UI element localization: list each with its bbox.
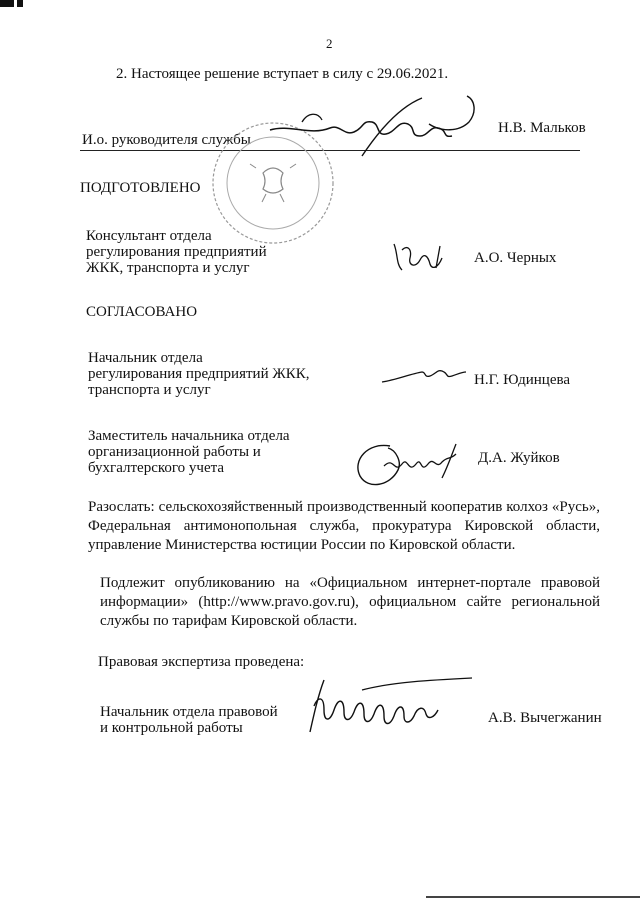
scan-corner-mark <box>0 0 14 7</box>
legal-position-line: и контрольной работы <box>100 720 243 736</box>
signer1-name: Н.Г. Юдинцева <box>474 372 571 388</box>
distribution-paragraph: Разослать: сельскохозяйственный производственный кооператив колхоз «Русь», Федеральная антимонопольная служба, прокуратура Кировской области, управление Министерства юстиции России по Кировской области. <box>88 499 600 553</box>
page-number: 2 <box>326 36 333 51</box>
signer1-position-line: транспорта и услуг <box>88 382 211 398</box>
signer2-position-line: Заместитель начальника отдела <box>88 428 290 444</box>
scan-edge-line <box>426 896 640 898</box>
prepared-heading: ПОДГОТОВЛЕНО <box>80 180 201 196</box>
signer2-name: Д.А. Жуйков <box>478 450 560 466</box>
prepared-position-line: Консультант отдела <box>86 228 212 244</box>
agreed-heading: СОГЛАСОВАНО <box>86 304 198 320</box>
head-name: Н.В. Мальков <box>498 120 586 136</box>
scan-corner-mark <box>17 0 23 7</box>
signer2-signature <box>350 436 480 488</box>
legal-position-line: Начальник отдела правовой <box>100 704 278 720</box>
signer1-signature <box>378 364 468 388</box>
signer2-position-line: бухгалтерского учета <box>88 460 225 476</box>
prepared-position-line: ЖКК, транспорта и услуг <box>86 260 250 276</box>
publication-paragraph: Подлежит опубликованию на «Официальном интернет-портале правовой информации» (http://www.pravo.gov.ru), официальном сайте региональной службы по тарифам Кировской области. <box>100 575 600 629</box>
signer1-position-line: Начальник отдела <box>88 350 203 366</box>
signer2-position-line: организационной работы и <box>88 444 261 460</box>
legal-review-heading: Правовая экспертиза проведена: <box>98 654 305 670</box>
prepared-name: А.О. Черных <box>474 250 557 266</box>
signer1-position-line: регулирования предприятий ЖКК, <box>88 366 310 382</box>
effective-date-paragraph: 2. Настоящее решение вступает в силу с 29.06.2021. <box>116 66 449 82</box>
legal-name: А.В. Вычегжанин <box>488 710 602 726</box>
head-title: И.о. руководителя службы <box>82 132 251 148</box>
prepared-position-line: регулирования предприятий <box>86 244 267 260</box>
legal-signature <box>302 676 482 740</box>
head-signature <box>262 92 502 162</box>
prepared-signature <box>388 236 458 276</box>
